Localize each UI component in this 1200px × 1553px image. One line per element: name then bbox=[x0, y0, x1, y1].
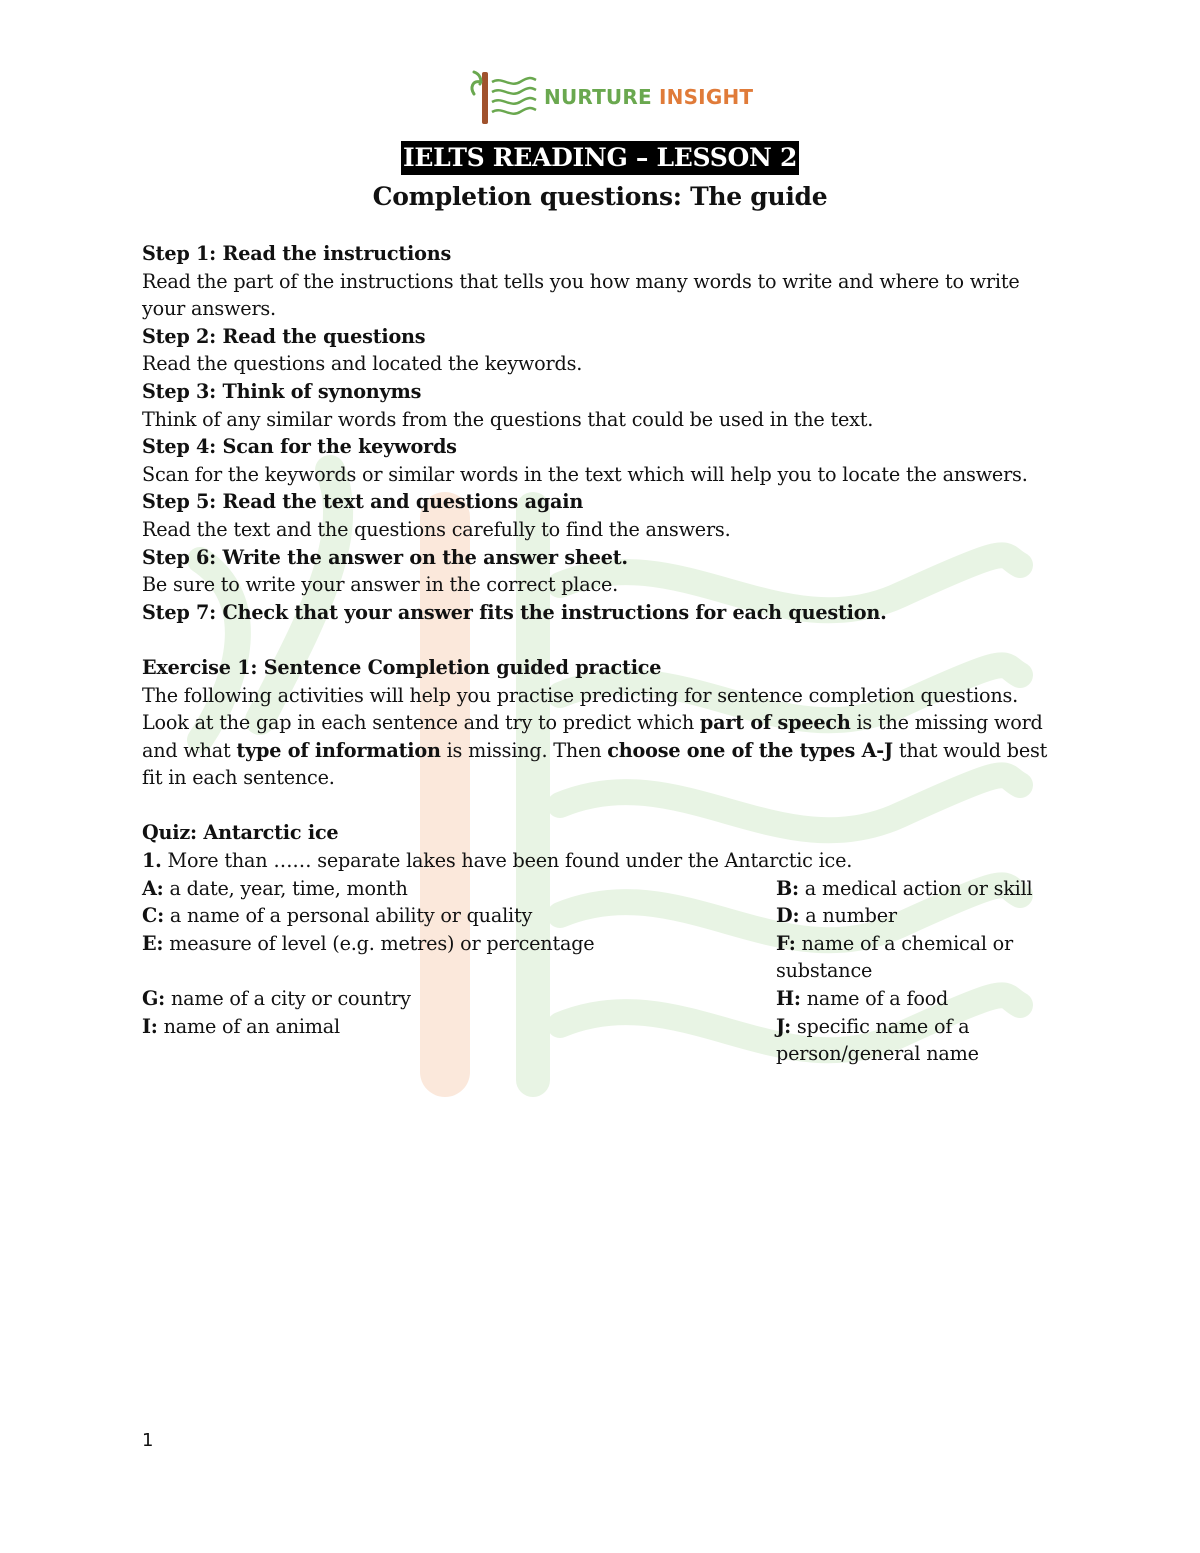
step-heading: Step 4: Scan for the keywords bbox=[142, 435, 457, 459]
options-row bbox=[142, 1013, 1062, 1068]
options-row bbox=[142, 985, 1062, 1013]
step-heading: Step 3: Think of synonyms bbox=[142, 379, 422, 403]
exercise-heading: Exercise 1: Sentence Completion guided practice bbox=[142, 655, 662, 679]
options-row bbox=[142, 875, 1062, 903]
options-row bbox=[142, 930, 1062, 985]
option-j: J: specific name of a person/general name bbox=[776, 1014, 979, 1066]
step-heading: Step 2: Read the questions bbox=[142, 324, 426, 348]
step-heading: Step 6: Write the answer on the answer sheet. bbox=[142, 545, 628, 569]
step-text: Scan for the keywords or similar words in the text which will help you to locate the answers. bbox=[142, 462, 1028, 486]
step-heading: Step 7: Check that your answer fits the instructions for each question. bbox=[142, 600, 887, 624]
step-text: Read the text and the questions carefully to find the answers. bbox=[142, 517, 731, 541]
page-subtitle: Completion questions: The guide bbox=[372, 182, 828, 211]
option-h: H: name of a food bbox=[776, 987, 949, 1011]
leaf-book-icon bbox=[466, 68, 538, 126]
page-title: IELTS READING – LESSON 2 bbox=[401, 141, 799, 175]
step-heading: Step 5: Read the text and questions again bbox=[142, 490, 584, 514]
option-f: F: name of a chemical or substance bbox=[776, 931, 1013, 983]
option-a: A: a date, year, time, month bbox=[142, 876, 408, 900]
options-row bbox=[142, 902, 1062, 930]
exercise-intro: The following activities will help you practise predicting for sentence completion questions. bbox=[142, 683, 1019, 707]
exercise-instruction: Look at the gap in each sentence and try to predict which part of speech is the missing word and what type of information is missing. Then choose one of the types A-J that would best fit in each sentence. bbox=[142, 711, 1048, 790]
logo-wordmark: NURTURE INSIGHT bbox=[544, 85, 754, 109]
step-text: Be sure to write your answer in the correct place. bbox=[142, 573, 619, 597]
option-c: C: a name of a personal ability or quality bbox=[142, 904, 533, 928]
option-b: B: a medical action or skill bbox=[776, 876, 1033, 900]
document-body bbox=[142, 240, 1062, 1068]
option-i: I: name of an animal bbox=[142, 1014, 340, 1038]
step-text: Read the questions and located the keywords. bbox=[142, 352, 583, 376]
step-heading: Step 1: Read the instructions bbox=[142, 242, 452, 265]
step-text: Think of any similar words from the questions that could be used in the text. bbox=[142, 407, 874, 431]
quiz-question: 1. More than …… separate lakes have been found under the Antarctic ice. bbox=[142, 849, 853, 873]
option-g: G: name of a city or country bbox=[142, 987, 411, 1011]
brand-logo bbox=[466, 68, 753, 126]
option-e: E: measure of level (e.g. metres) or percentage bbox=[142, 931, 595, 955]
page-number: 1 bbox=[142, 1430, 154, 1451]
option-d: D: a number bbox=[776, 904, 897, 928]
step-text: Read the part of the instructions that tells you how many words to write and where to write your answers. bbox=[142, 269, 1020, 321]
quiz-heading: Quiz: Antarctic ice bbox=[142, 821, 339, 845]
